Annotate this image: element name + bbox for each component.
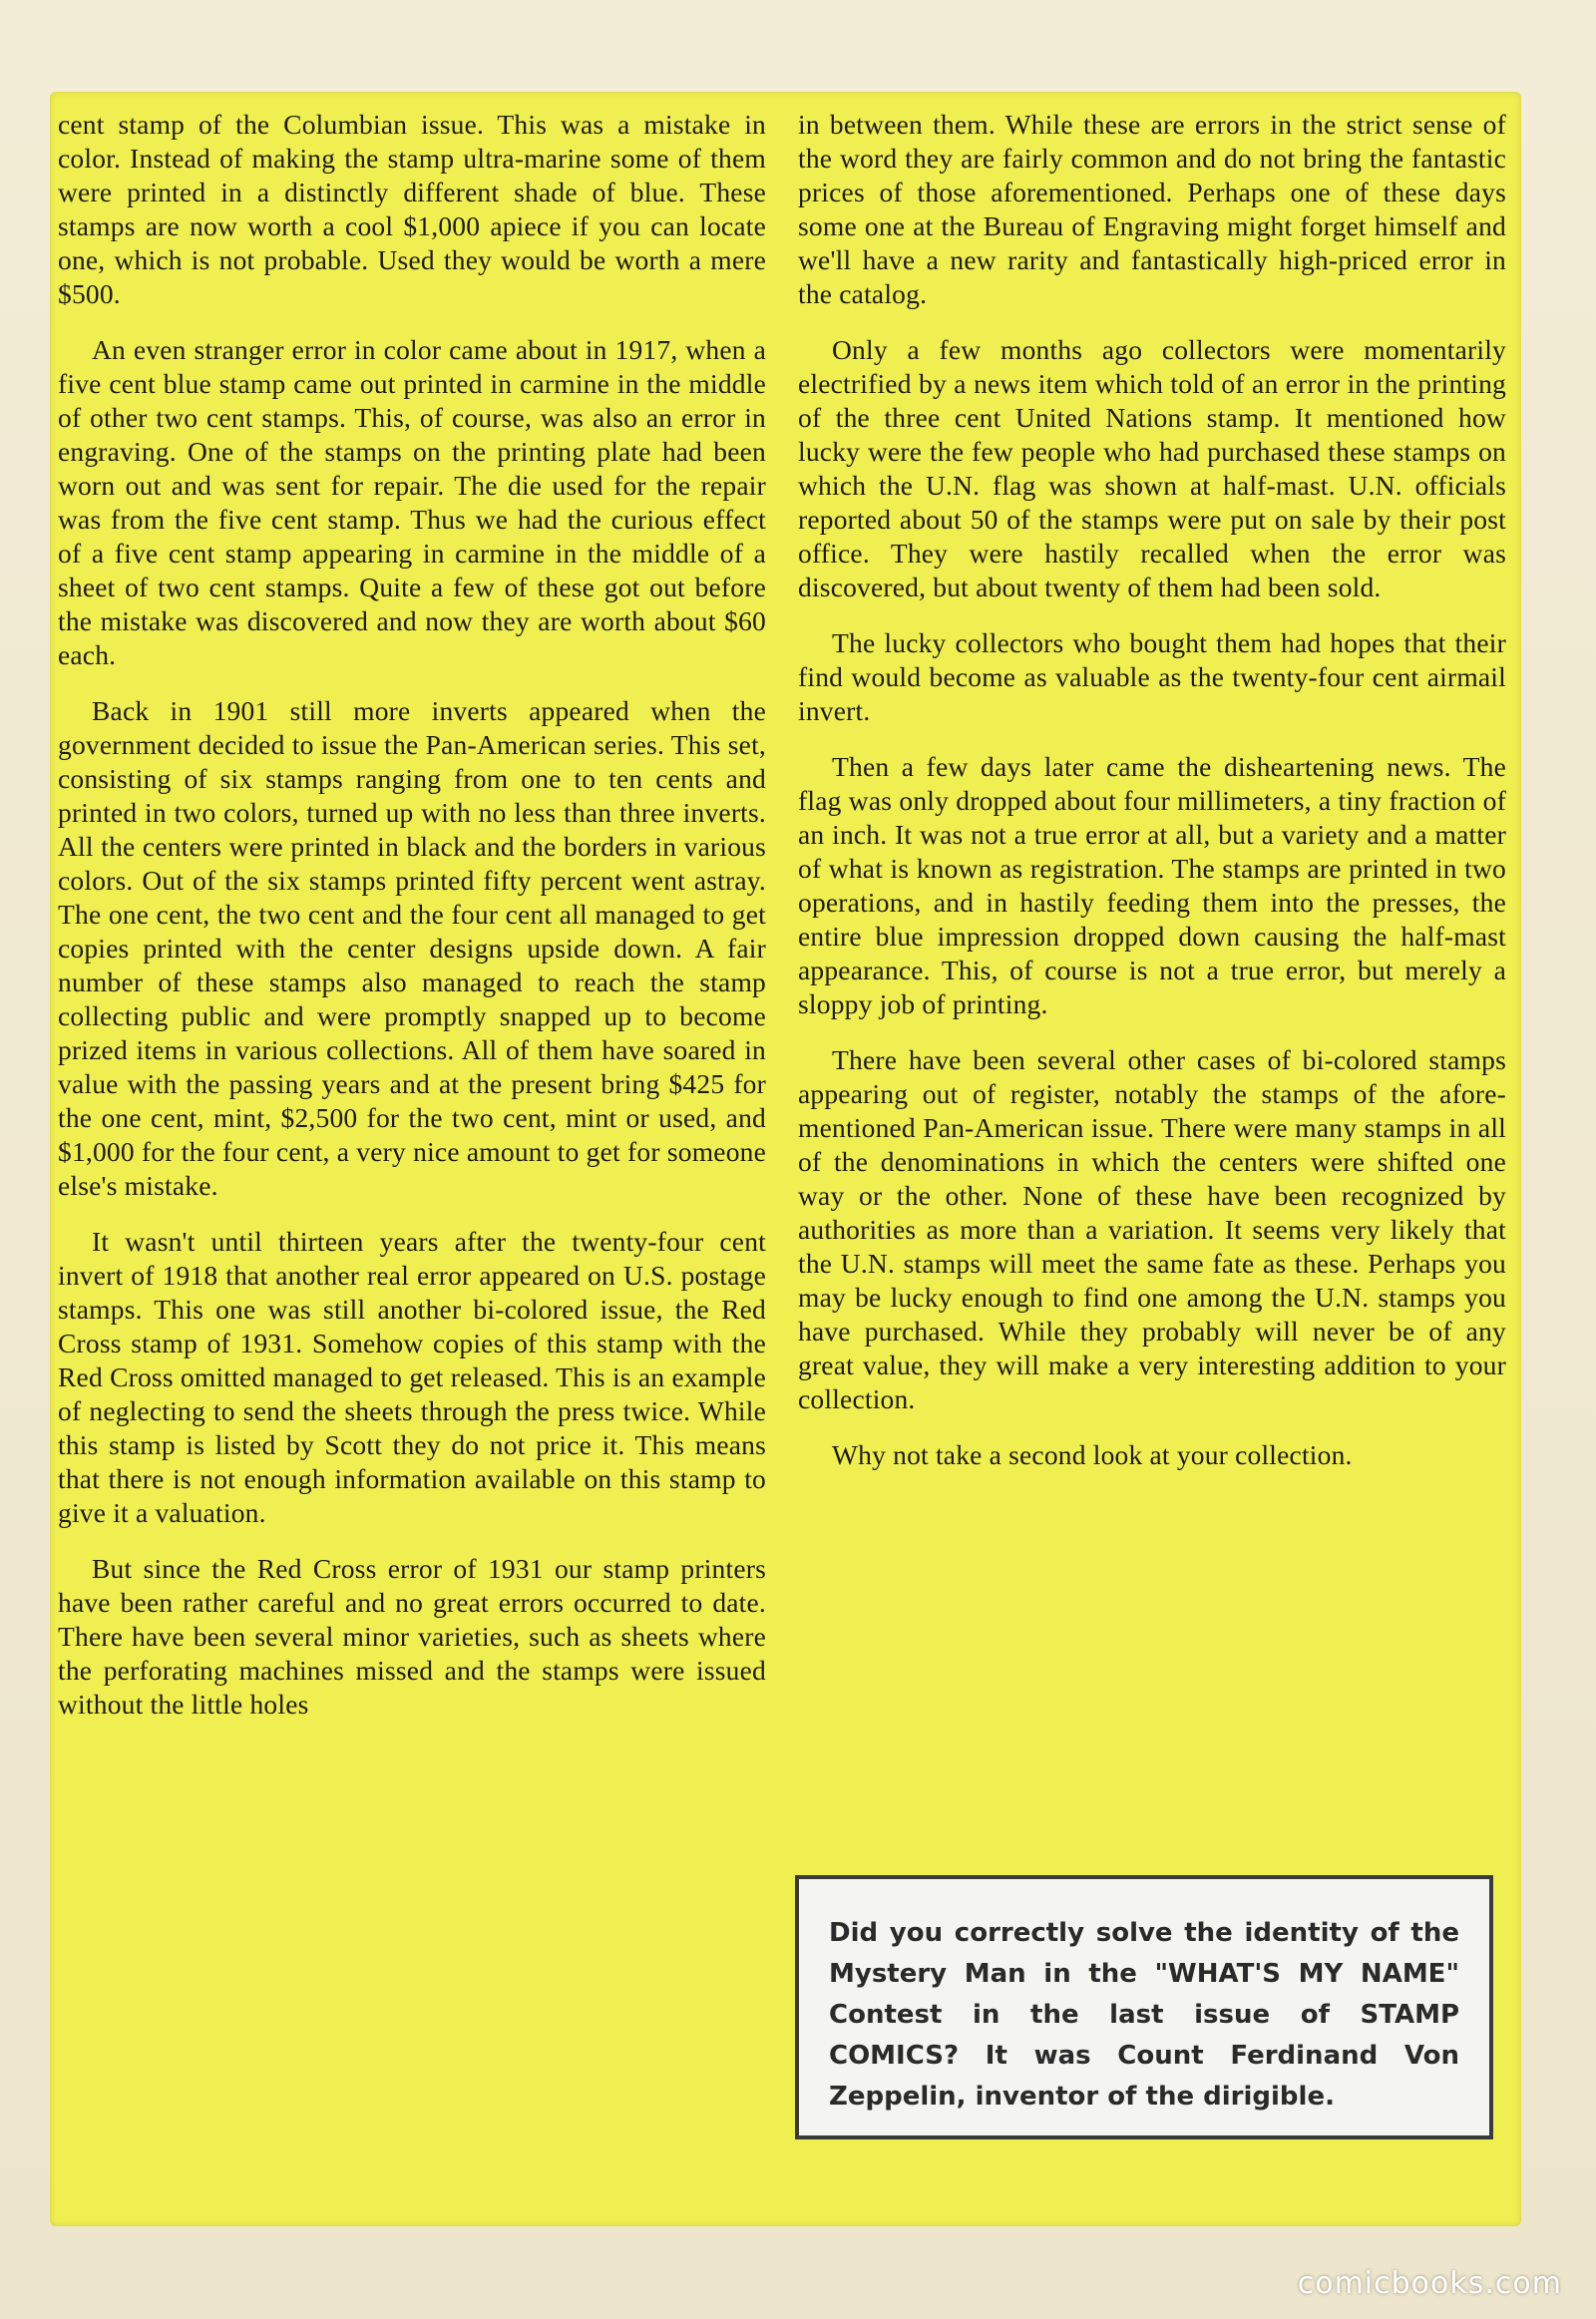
contest-answer-text: Did you correctly solve the identity of the Mystery Man in the "WHAT'S MY NAME" Contest in the last issue of STAMP COMICS? It was Count Ferdinand Von Zeppelin, inventor of the dirigible. [829,1918,1459,2112]
paragraph: The lucky collectors who bought them had hopes that their find would become as valuable as the twenty-four cent airmail invert. [798,627,1506,726]
left-text-column [58,108,766,1743]
paragraph: It wasn't until thirteen years after the twenty-four cent invert of 1918 that another real error appeared on U.S. postage stamps. This one was still another bi-colored issue, the Red Cross stamp of 1931. Somehow copies of this stamp with the Red Cross omitted managed to get released. This is an example of neglecting to send the sheets through the press twice. While this stamp is listed by Scott they do not price it. This means that there is not enough information available on this stamp to give it a valuation. [58,1226,766,1528]
paragraph: There have been several other cases of bi-colored stamps appearing out of register, notably the stamps of the afore-mentioned Pan-American issue. There were many stamps in all of the denominations in which the centers were shifted one way or the other. None of these have been recognized by authorities as more than a variation. It seems very likely that the U.N. stamps will meet the same fate as these. Perhaps you may be lucky enough to find one among the U.N. stamps you have purchased. While they probably will never be of any great value, they will make a very interesting addition to your collection. [798,1044,1506,1414]
paragraph: Back in 1901 still more inverts appeared when the government decided to issue the Pan-American series. This set, consisting of six stamps ranging from one to ten cents and printed in two colors, turned up with no less than three inverts. All the centers were printed in black and the borders in various colors. Out of the six stamps printed fifty percent went astray. The one cent, the two cent and the four cent all managed to get copies printed with the center designs upside down. A fair number of these stamps also managed to reach the stamp collecting public and were promptly snapped up to become prized items in various collections. All of them have soared in value with the passing years and at the present bring $425 for the one cent, mint, $2,500 for the two cent, mint or used, and $1,000 for the four cent, a very nice amount to get for someone else's mistake. [58,695,766,1201]
paragraph: Why not take a second look at your collection. [832,1439,1353,1470]
site-watermark: comicbooks.com [1297,2266,1562,2301]
contest-answer-box [795,1875,1493,2139]
paragraph: in between them. While these are errors in the strict sense of the word they are fairly common and do not bring the fantastic prices of those aforementioned. Perhaps one of these days some one at the Bureau of Engraving might forget himself and we'll have a new rarity and fantastically high-priced error in the catalog. [798,109,1506,309]
paragraph: An even stranger error in color came about in 1917, when a five cent blue stamp came out printed in carmine in the middle of other two cent stamps. This, of course, was also an error in engraving. One of the stamps on the printing plate had been worn out and was sent for repair. The die used for the repair was from the five cent stamp. Thus we had the curious effect of a five cent stamp appearing in carmine in the middle of a sheet of two cent stamps. Quite a few of these got out before the mistake was discovered and now they are worth about $60 each. [58,334,766,670]
paragraph: Then a few days later came the disheartening news. The flag was only dropped about four millimeters, a tiny fraction of an inch. It was not a true error at all, but a variety and a matter of what is known as registration. The stamps are printed in two operations, and in hastily feeding them into the presses, the entire blue impression dropped down causing the half-mast appearance. This, of course is not a true error, but merely a sloppy job of printing. [798,751,1506,1019]
paragraph: cent stamp of the Columbian issue. This was a mistake in color. Instead of making the stamp ultra-marine some of them were printed in a distinctly different shade of blue. These stamps are now worth a cool $1,000 apiece if you can locate one, which is not probable. Used they would be worth a mere $500. [58,109,766,309]
right-text-column [798,108,1506,1494]
paragraph: Only a few months ago collectors were momentarily electrified by a news item which told of an error in the printing of the three cent United Nations stamp. It mentioned how lucky were the few people who had purchased these stamps on which the U.N. flag was shown at half-mast. U.N. officials reported about 50 of the stamps were put on sale by their post office. They were hastily recalled when the error was discovered, but about twenty of them had been sold. [798,334,1506,602]
paragraph: But since the Red Cross error of 1931 our stamp printers have been rather careful and no great errors occurred to date. There have been several minor varieties, such as sheets where the perforating machines missed and the stamps were issued without the little holes [58,1553,766,1720]
